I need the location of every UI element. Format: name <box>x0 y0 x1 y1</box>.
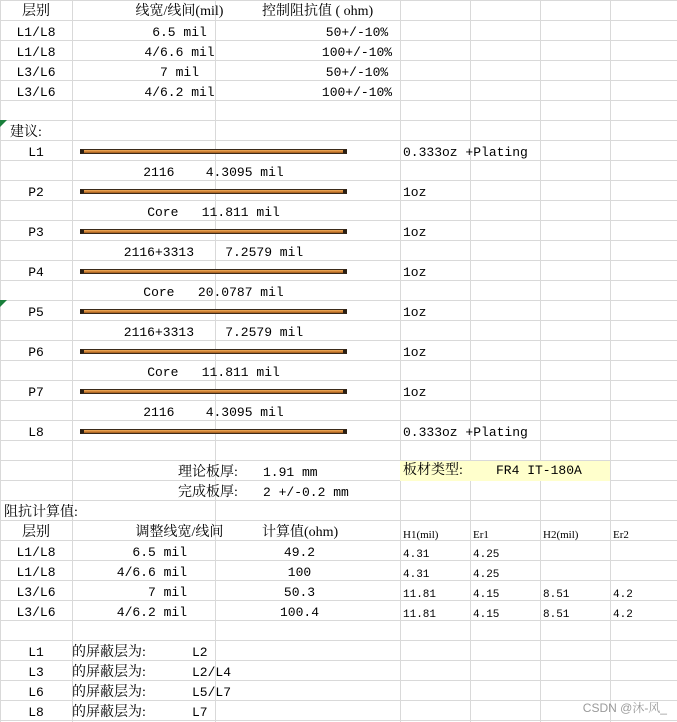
stackup-title: 建议: <box>10 125 42 140</box>
top-cell: L3/L6 <box>16 85 56 100</box>
calc-cell: 4.2 <box>613 609 633 621</box>
layer-label: L1 <box>28 145 44 160</box>
grid-line <box>215 0 216 722</box>
shield-label: 的屏蔽层为: <box>72 705 146 720</box>
shield-layer: L8 <box>28 705 44 720</box>
calc-header: H1(mil) <box>403 529 439 541</box>
shield-ref: L7 <box>192 705 208 720</box>
copper-layer-bar <box>80 189 347 194</box>
layer-label: P6 <box>28 345 44 360</box>
top-cell: L1/L8 <box>16 45 56 60</box>
copper-layer-bar <box>80 149 347 154</box>
theory-thickness-label: 理论板厚: <box>178 465 238 480</box>
top-cell: 4/6.6 mil <box>144 45 215 60</box>
dielectric-label: Core 11.811 mil <box>147 365 280 380</box>
calc-cell: 4/6.2 mil <box>116 605 187 620</box>
shield-layer: L1 <box>28 645 44 660</box>
calc-cell: L1/L8 <box>16 545 56 560</box>
calc-header: 调整线宽/线间 <box>135 525 224 540</box>
top-header-layer: 层别 <box>22 4 50 19</box>
calc-cell: 8.51 <box>543 589 570 601</box>
layer-label: P2 <box>28 185 44 200</box>
calc-cell: 4.15 <box>473 589 500 601</box>
copper-layer-bar <box>80 389 347 394</box>
top-cell: 7 mil <box>159 65 199 80</box>
copper-layer-bar <box>80 269 347 274</box>
calc-header: 计算值(ohm) <box>262 525 339 540</box>
dielectric-label: 2116+3313 7.2579 mil <box>123 245 304 260</box>
layer-label: P7 <box>28 385 44 400</box>
layer-label: L8 <box>28 425 44 440</box>
top-cell: 6.5 mil <box>152 25 207 40</box>
layer-label: P5 <box>28 305 44 320</box>
calc-cell: 100.4 <box>279 605 319 620</box>
shield-label: 的屏蔽层为: <box>72 665 146 680</box>
watermark: CSDN @沐-风_ <box>582 701 667 715</box>
top-cell: 100+/-10% <box>321 85 393 100</box>
shield-layer: L6 <box>28 685 44 700</box>
grid-line <box>540 0 541 722</box>
copper-weight: 1oz <box>403 265 427 280</box>
calc-cell: 11.81 <box>403 609 437 621</box>
copper-weight: 1oz <box>403 385 427 400</box>
shield-ref: L2 <box>192 645 208 660</box>
calc-cell: 7 mil <box>147 585 187 600</box>
layer-label: P4 <box>28 265 44 280</box>
shield-label: 的屏蔽层为: <box>72 645 146 660</box>
calc-cell: 4/6.6 mil <box>116 565 187 580</box>
calc-cell: L3/L6 <box>16 585 56 600</box>
top-header-impedance: 控制阻抗值 ( ohm) <box>262 4 374 19</box>
dielectric-label: 2116 4.3095 mil <box>143 165 284 180</box>
top-cell: L3/L6 <box>16 65 56 80</box>
calc-cell: 4.2 <box>613 589 633 601</box>
copper-layer-bar <box>80 429 347 434</box>
top-cell: L1/L8 <box>16 25 56 40</box>
calc-title: 阻抗计算值: <box>4 505 78 520</box>
cell-comment-marker <box>0 120 7 127</box>
grid-line <box>400 0 401 722</box>
calc-header: Er2 <box>613 529 629 541</box>
shield-layer: L3 <box>28 665 44 680</box>
grid-line <box>470 0 471 722</box>
calc-cell: 4.31 <box>403 569 430 581</box>
dielectric-label: Core 11.811 mil <box>147 205 280 220</box>
dielectric-label: 2116 4.3095 mil <box>143 405 284 420</box>
calc-cell: 11.81 <box>403 589 437 601</box>
calc-cell: 8.51 <box>543 609 570 621</box>
copper-weight: 1oz <box>403 185 427 200</box>
shield-ref: L2/L4 <box>192 665 232 680</box>
calc-cell: 6.5 mil <box>132 545 187 560</box>
dielectric-label: 2116+3313 7.2579 mil <box>123 325 304 340</box>
finish-thickness-label: 完成板厚: <box>178 485 238 500</box>
calc-cell: L1/L8 <box>16 565 56 580</box>
copper-weight: 1oz <box>403 345 427 360</box>
material-label: 板材类型: <box>403 463 463 478</box>
calc-header: 层别 <box>22 525 50 540</box>
top-cell: 50+/-10% <box>325 65 389 80</box>
calc-cell: 100 <box>287 565 312 580</box>
calc-cell: L3/L6 <box>16 605 56 620</box>
copper-weight: 0.333oz +Plating <box>403 145 528 160</box>
calc-cell: 4.31 <box>403 549 430 561</box>
calc-cell: 4.25 <box>473 549 500 561</box>
shield-ref: L5/L7 <box>192 685 232 700</box>
shield-label: 的屏蔽层为: <box>72 685 146 700</box>
calc-cell: 49.2 <box>283 545 316 560</box>
top-cell: 4/6.2 mil <box>144 85 215 100</box>
finish-thickness-value: 2 +/-0.2 mm <box>263 485 349 500</box>
copper-weight: 1oz <box>403 305 427 320</box>
copper-weight: 0.333oz +Plating <box>403 425 528 440</box>
dielectric-label: Core 20.0787 mil <box>143 285 284 300</box>
top-cell: 100+/-10% <box>321 45 393 60</box>
calc-header: Er1 <box>473 529 489 541</box>
calc-cell: 4.15 <box>473 609 500 621</box>
copper-layer-bar <box>80 349 347 354</box>
copper-layer-bar <box>80 309 347 314</box>
calc-cell: 4.25 <box>473 569 500 581</box>
copper-layer-bar <box>80 229 347 234</box>
material-value: FR4 IT-180A <box>496 463 582 478</box>
top-cell: 50+/-10% <box>325 25 389 40</box>
layer-label: P3 <box>28 225 44 240</box>
calc-cell: 50.3 <box>283 585 316 600</box>
grid-line <box>610 0 611 722</box>
theory-thickness-value: 1.91 mm <box>263 465 318 480</box>
calc-header: H2(mil) <box>543 529 579 541</box>
copper-weight: 1oz <box>403 225 427 240</box>
top-header-width: 线宽/线间(mil) <box>135 4 224 19</box>
